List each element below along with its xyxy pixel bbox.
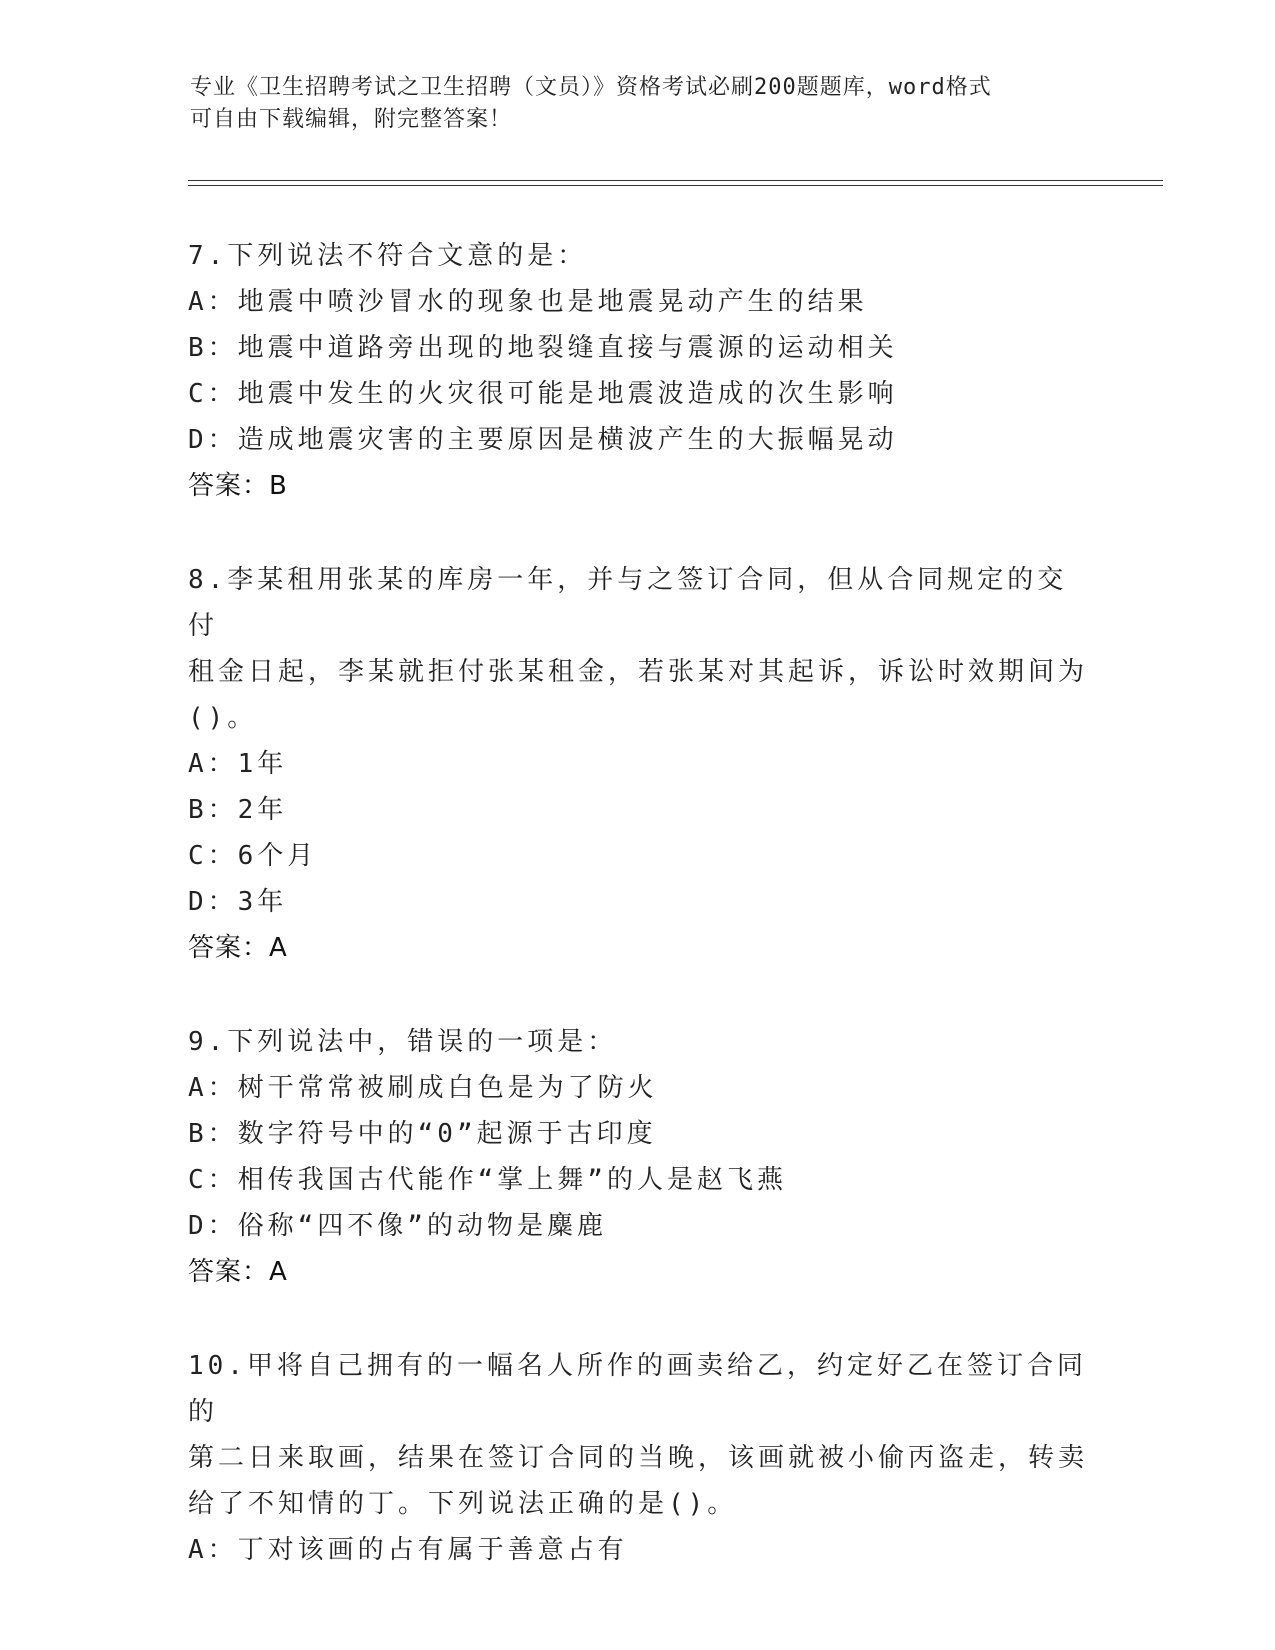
question-text-line-3: 给了不知情的丁。下列说法正确的是()。: [188, 1489, 738, 1519]
option-b: B：数字符号中的“0”起源于古印度: [188, 1119, 657, 1149]
option-c: C：地震中发生的火灾很可能是地震波造成的次生影响: [188, 379, 898, 409]
option-d: D：俗称“四不像”的动物是麋鹿: [188, 1211, 607, 1241]
question-text-line-2: 第二日来取画，结果在签订合同的当晚，该画就被小偷丙盗走，转卖: [188, 1443, 1089, 1473]
option-a: A：1年: [188, 749, 288, 779]
document-header: [190, 72, 1070, 136]
question-8: [188, 557, 1088, 971]
answer: 答案：A: [188, 1257, 288, 1287]
option-d: D：造成地震灾害的主要原因是横波产生的大振幅晃动: [188, 425, 898, 455]
question-text-line-2: 租金日起，李某就拒付张某租金，若张某对其起诉，诉讼时效期间为: [188, 657, 1089, 687]
header-divider-bottom: [188, 185, 1163, 186]
answer: 答案：A: [188, 933, 288, 963]
question-text: 7.下列说法不符合文意的是：: [188, 241, 588, 271]
question-10: [188, 1343, 1088, 1573]
option-a: A：丁对该画的占有属于善意占有: [188, 1535, 628, 1565]
option-a: A：树干常常被刷成白色是为了防火: [188, 1073, 658, 1103]
question-list: [188, 233, 1088, 1621]
question-text-line-1: 10.甲将自己拥有的一幅名人所作的画卖给乙，约定好乙在签订合同的: [188, 1351, 1087, 1427]
header-line-2: 可自由下载编辑，附完整答案！: [190, 107, 513, 132]
question-7: [188, 233, 1088, 509]
question-text: 9.下列说法中，错误的一项是：: [188, 1027, 618, 1057]
header-divider-top: [188, 180, 1163, 181]
option-b: B：地震中道路旁出现的地裂缝直接与震源的运动相关: [188, 333, 898, 363]
option-d: D：3年: [188, 887, 288, 917]
question-text-line-3: ()。: [188, 703, 258, 733]
option-b: B：2年: [188, 795, 288, 825]
option-c: C：6个月: [188, 841, 318, 871]
answer: 答案：B: [188, 471, 288, 501]
option-c: C：相传我国古代能作“掌上舞”的人是赵飞燕: [188, 1165, 787, 1195]
question-9: [188, 1019, 1088, 1295]
question-text-line-1: 8.李某租用张某的库房一年，并与之签订合同，但从合同规定的交付: [188, 565, 1068, 641]
header-line-1: 专业《卫生招聘考试之卫生招聘（文员）》资格考试必刷200题题库，word格式: [190, 75, 992, 100]
option-a: A：地震中喷沙冒水的现象也是地震晃动产生的结果: [188, 287, 868, 317]
